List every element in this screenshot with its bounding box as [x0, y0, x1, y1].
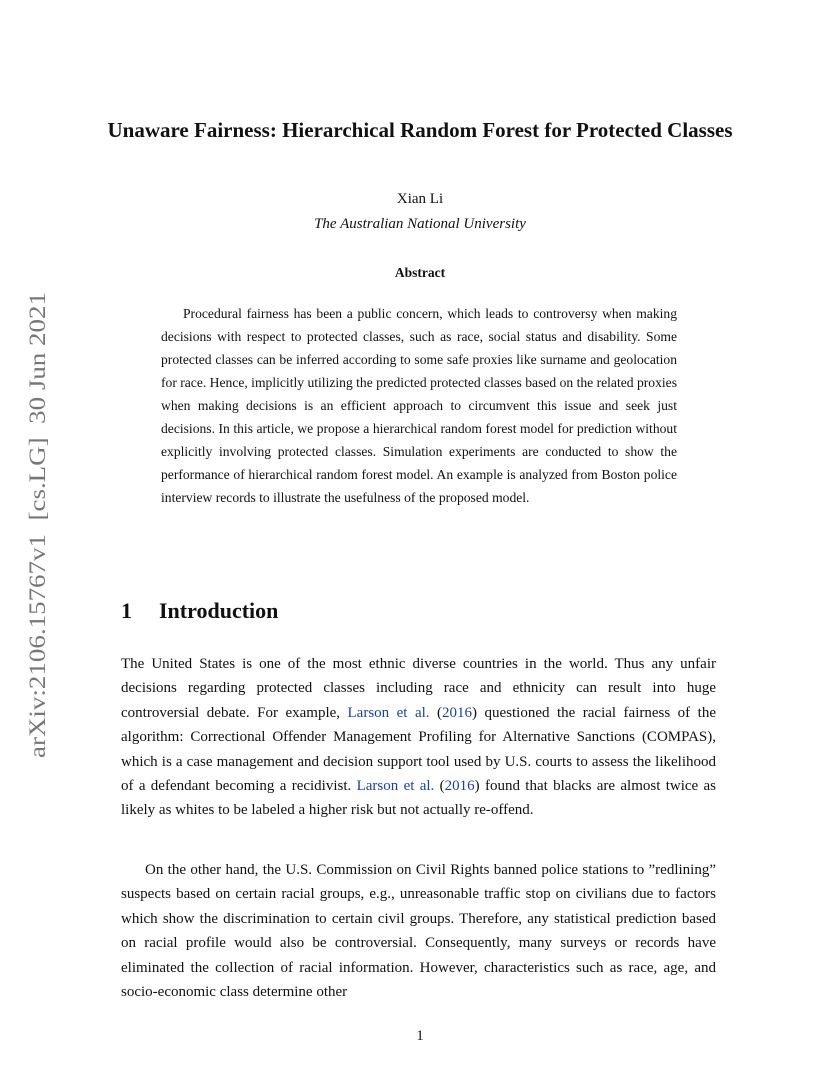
paper-title: Unaware Fairness: Hierarchical Random Forest for Protected Classes	[107, 118, 733, 142]
section-heading	[121, 596, 278, 626]
paragraph-text: found that blacks are almost twice as likely as whites to be labeled a higher risk but not actually re-offend.	[121, 778, 716, 819]
citation-link-author[interactable]: Larson et al.	[356, 778, 435, 795]
citation-link-year[interactable]: 2016	[442, 704, 473, 721]
intro-paragraph-2: On the other hand, the U.S. Commission on Civil Rights banned police stations to ”redlining” suspects based on certain racial groups, e.g., unreasonable traffic stop on civilians due to factors which show the discrimination to certain civil groups. Therefore, any statistical prediction based on racial profile would also be controversial. Consequently, many surveys or records have eliminated the collection of racial information. However, characteristics such as race, age, and socio-economic class determine other	[121, 862, 716, 1001]
page-number: 1	[416, 1028, 424, 1044]
arxiv-identifier-text: arXiv:2106.15767v1 [cs.LG] 30 Jun 2021	[25, 360, 50, 758]
paragraph-text: The United States is one of the most ethnic diverse countries in the world. Thus any unfair decisions regarding protected classes including race and ethnicity can result into huge controversial debate. For example,	[121, 656, 716, 721]
arxiv-identifier-stamp	[22, 290, 52, 760]
citation-paren-open: (	[429, 704, 443, 721]
author-name: Xian Li	[396, 191, 444, 207]
citation-paren-open: (	[434, 778, 445, 795]
citation-link-author[interactable]: Larson et al.	[347, 704, 430, 721]
citation-link-year[interactable]: 2016	[444, 778, 475, 795]
author-affiliation: The Australian National University	[314, 216, 526, 232]
intro-paragraph-1	[121, 652, 716, 823]
abstract-heading: Abstract	[394, 265, 446, 280]
paragraph-text: questioned the racial fairness of the algorithm: Correctional Offender Management Profiling for Alternative Sanctions (COMPAS), which is a case management and decision support tool used by U.S. courts to assess the likelihood of a defendant becoming a recidivist.	[121, 704, 716, 795]
citation-paren-close: )	[472, 704, 478, 721]
abstract-text: Procedural fairness has been a public concern, which leads to controversy when making decisions with respect to protected classes, such as race, social status and disability. Some protected classes can be inferred according to some safe proxies like surname and geolocation for race. Hence, implicitly utilizing the predicted protected classes based on the related proxies when making decisions is an efficient approach to circumvent this issue and seek just decisions. In this article, we propose a hierarchical random forest model for prediction without explicitly involving protected classes. Simulation experiments are conducted to show the performance of hierarchical random forest model. An example is analyzed from Boston police interview records to illustrate the usefulness of the proposed model.	[161, 306, 677, 505]
section-title: Introduction	[159, 598, 279, 623]
citation-paren-close: )	[474, 778, 480, 795]
section-number: 1	[121, 598, 132, 623]
